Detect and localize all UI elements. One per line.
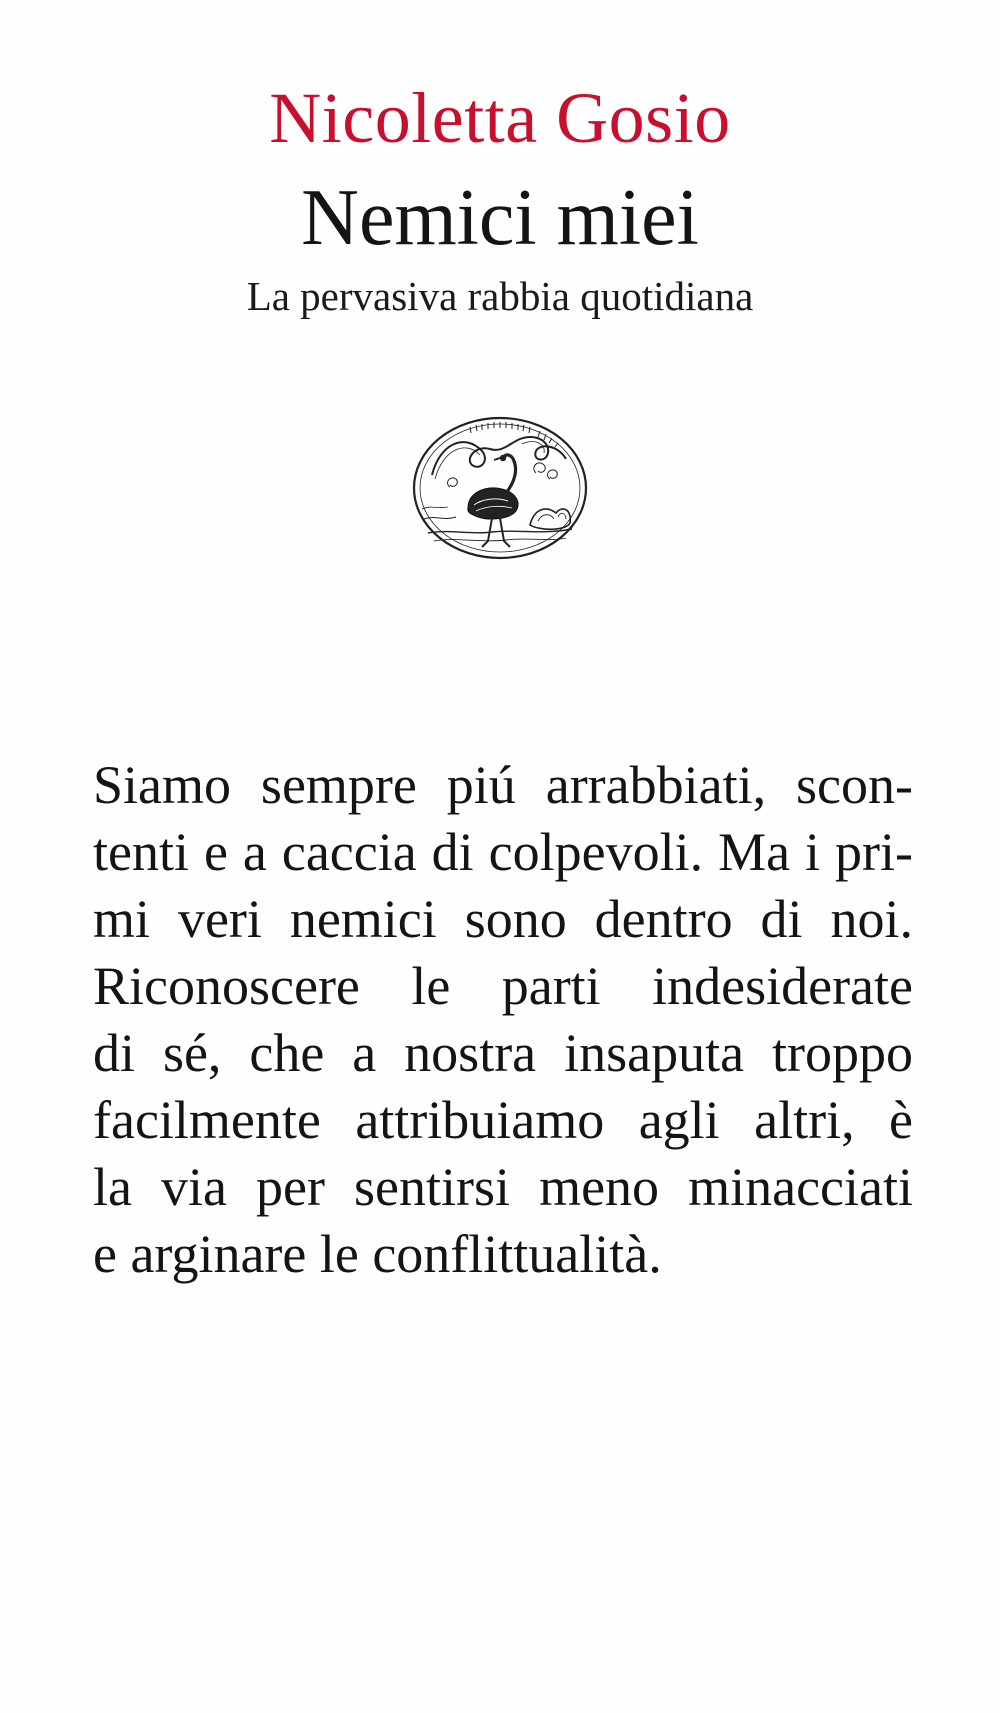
blurb-line: Riconoscere le parti indesiderate [93,956,913,1016]
blurb-line: Siamo sempre piú arrabbiati, scon- [93,755,913,815]
blurb-line: facilmente attribuiamo agli altri, è [93,1090,913,1150]
book-subtitle: La pervasiva rabbia quotidiana [246,273,754,319]
ostrich-seal-icon [410,413,590,563]
blurb-line: la via per sentirsi meno minacciati [93,1157,913,1217]
blurb-line: di sé, che a nostra insaputa troppo [93,1023,913,1083]
cover-blurb [93,752,913,1288]
author-name: Nicoletta Gosio [269,78,731,158]
book-title: Nemici miei [301,174,699,262]
blurb-line: mi veri nemici sono dentro di noi. [93,889,913,949]
blurb-line: e arginare le conflittualità. [93,1224,662,1284]
blurb-line: tenti e a caccia di colpevoli. Ma i pri- [93,822,913,882]
